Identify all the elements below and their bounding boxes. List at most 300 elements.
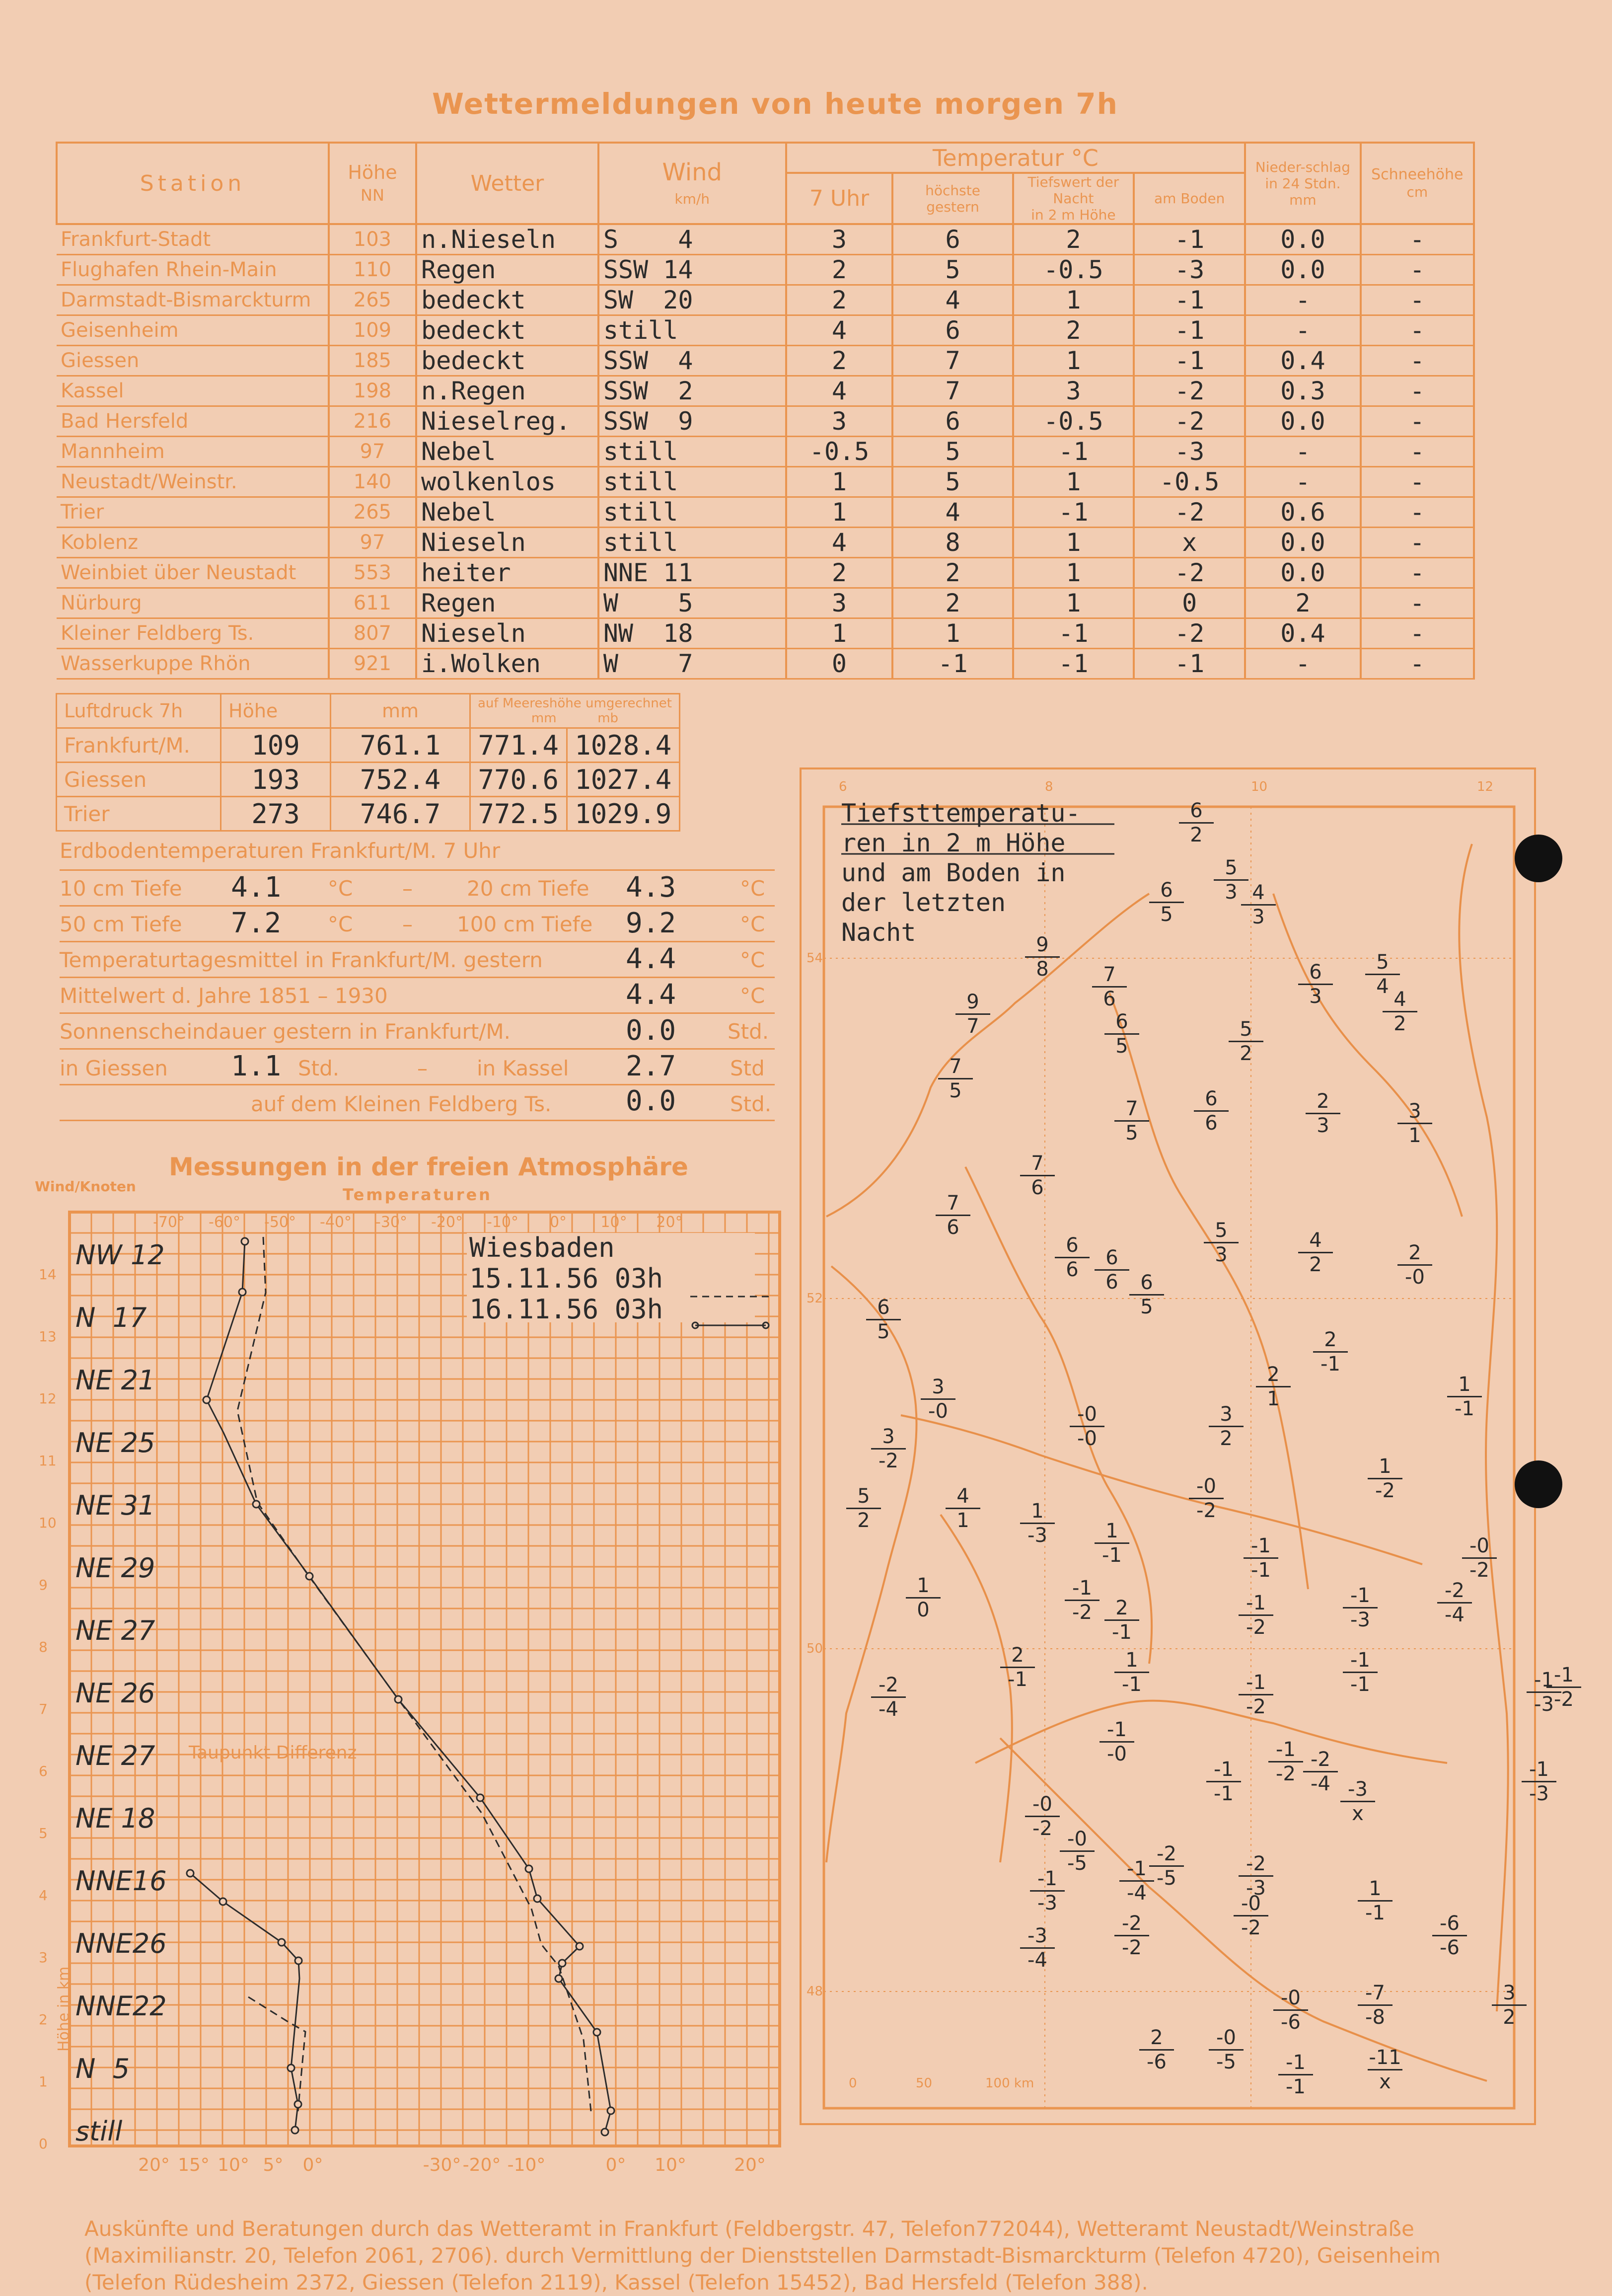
km-tick-label: 9	[39, 1577, 48, 1593]
atmosphere-chart	[35, 1177, 795, 2191]
soil-10-value: 4.1	[231, 871, 282, 904]
luftdruck-row	[57, 797, 680, 831]
station-wind: SSW 14	[598, 255, 786, 285]
station-row	[57, 406, 1474, 437]
fraction-bottom: -1	[1008, 1668, 1027, 1691]
map-fraction	[1139, 2026, 1174, 2073]
map-fraction	[846, 1485, 881, 1532]
giessen-value: 1.1	[231, 1050, 282, 1082]
fraction-bottom: -5	[1067, 1852, 1087, 1875]
fraction-top: 2	[1000, 1644, 1035, 1668]
bottom-tick-label: 10°	[655, 2155, 686, 2175]
map-fraction	[1114, 1097, 1149, 1145]
station-niederschlag: 0.0	[1245, 255, 1360, 285]
header-hoechste: höchste gestern	[892, 173, 1013, 224]
station-niederschlag: 0.3	[1245, 376, 1360, 406]
map-fraction	[1149, 1842, 1184, 1890]
soil-20-label: 20 cm Tiefe	[467, 876, 589, 901]
kassel-value: 2.7	[626, 1050, 676, 1082]
fraction-top: 4	[1383, 988, 1417, 1012]
fraction-bottom: 3	[1215, 1243, 1228, 1266]
map-lat-label: 52	[806, 1291, 823, 1306]
km-tick-label: 1	[39, 2073, 48, 2090]
map-fraction	[1209, 2026, 1244, 2073]
map-lon-label: 8	[1045, 779, 1053, 794]
station-schnee: -	[1361, 437, 1474, 467]
station-temp-7uhr: 4	[786, 376, 893, 406]
profile-point	[220, 1898, 226, 1905]
station-hoehe: 553	[329, 558, 416, 588]
km-tick-label: 13	[39, 1328, 57, 1345]
profile-point	[241, 1238, 248, 1245]
top-tick-label: -10°	[487, 1214, 518, 1231]
top-tick-label: 0°	[549, 1214, 567, 1231]
fraction-top: -2	[1303, 1748, 1338, 1772]
fraction-bottom: -3	[1246, 1877, 1266, 1900]
station-temp-min-2m: 2	[1013, 224, 1134, 255]
map-title-line: Nacht	[841, 918, 916, 947]
station-temp-boden: -3	[1134, 437, 1245, 467]
station-hoehe: 611	[329, 588, 416, 618]
fraction-top: 2	[1104, 1597, 1139, 1621]
fraction-top: -1	[1278, 2051, 1313, 2075]
bottom-tick-label: 20°	[138, 2155, 170, 2175]
station-temp-7uhr: 1	[786, 497, 893, 528]
luftdruck-ort: Frankfurt/M.	[57, 728, 221, 763]
station-wind: NW 18	[598, 618, 786, 649]
km-tick-label: 0	[39, 2136, 48, 2152]
fraction-top: 6	[866, 1296, 901, 1320]
profile-point	[593, 2029, 600, 2036]
temp-mittel-row	[60, 942, 775, 978]
station-temp-7uhr: 3	[786, 406, 893, 437]
map-fraction	[1099, 1718, 1134, 1765]
fraction-top: -2	[1239, 1852, 1273, 1877]
fraction-bottom: 3	[1317, 1114, 1329, 1137]
map-fraction	[1239, 1671, 1273, 1718]
station-temp-min-2m: -1	[1013, 437, 1134, 467]
luftdruck-mm-meer: 772.5	[470, 797, 567, 831]
fraction-bottom: 6	[1205, 1112, 1218, 1135]
fraction-bottom: 2	[1240, 1042, 1252, 1065]
station-temp-boden: -1	[1134, 315, 1245, 346]
station-row	[57, 588, 1474, 618]
station-wetter: Nieseln	[416, 618, 598, 649]
station-temp-min-2m: -1	[1013, 497, 1134, 528]
fraction-top: 1	[1358, 1877, 1392, 1902]
map-fraction	[1119, 1857, 1154, 1905]
fraction-bottom: -5	[1216, 2051, 1236, 2073]
temperaturen-label: Temperaturen	[343, 1185, 492, 1204]
map-fraction	[1358, 1982, 1392, 2029]
map-fraction	[1189, 1475, 1224, 1522]
map-fraction	[946, 1485, 980, 1532]
station-hoehe: 97	[329, 437, 416, 467]
atm-date2: 16.11.56 03h	[469, 1294, 663, 1325]
fraction-top: 5	[1229, 1018, 1263, 1042]
wind-label: NE 18	[75, 1803, 155, 1834]
fraction-top: 3	[871, 1425, 906, 1450]
luftdruck-hoehe: 273	[221, 797, 331, 831]
km-tick-label: 11	[39, 1453, 57, 1469]
fraction-top: 6	[1194, 1087, 1229, 1112]
soil-dash-1: –	[402, 876, 413, 901]
wind-label: NE 31	[75, 1490, 155, 1521]
map-fraction	[1278, 2051, 1313, 2098]
header-hoehe-unit: NN	[361, 186, 384, 205]
map-fraction	[921, 1376, 955, 1423]
fraction-bottom: 3	[1225, 881, 1238, 904]
hoehe-km-label: Höhe in km	[55, 1966, 73, 2052]
station-temp-min-2m: -1	[1013, 618, 1134, 649]
fraction-top: -1	[1206, 1758, 1241, 1782]
station-schnee: -	[1361, 224, 1474, 255]
map-fraction	[1206, 1758, 1241, 1805]
fraction-bottom: -5	[1157, 1867, 1176, 1890]
fraction-top: 5	[846, 1485, 881, 1509]
station-temp-7uhr: 0	[786, 649, 893, 679]
station-wetter: bedeckt	[416, 346, 598, 376]
fraction-top: 6	[1055, 1234, 1090, 1258]
map-fraction	[1025, 933, 1060, 981]
map-fraction	[1092, 963, 1127, 1010]
station-row	[57, 285, 1474, 315]
observations-table	[56, 142, 1475, 680]
fraction-bottom: -1	[1102, 1544, 1122, 1567]
luftdruck-mm-meer: 770.6	[470, 763, 567, 797]
bottom-tick-label: -20°	[462, 2155, 501, 2175]
bottom-tick-label: 0°	[605, 2155, 626, 2175]
station-name: Bad Hersfeld	[57, 406, 329, 437]
fraction-top: 2	[1256, 1363, 1291, 1387]
luftdruck-mm-meer: 771.4	[470, 728, 567, 763]
map-fraction	[1000, 1644, 1035, 1691]
km-tick-label: 14	[39, 1266, 57, 1283]
soil-20-value: 4.3	[626, 871, 676, 904]
soil-degc-5: °C	[740, 948, 765, 972]
station-hoehe: 109	[329, 315, 416, 346]
station-temp-max: 2	[892, 588, 1013, 618]
station-temp-min-2m: 3	[1013, 376, 1134, 406]
fraction-top: 4	[946, 1485, 980, 1509]
station-wind: still	[598, 437, 786, 467]
station-schnee: -	[1361, 649, 1474, 679]
km-tick-label: 10	[39, 1515, 57, 1531]
station-name: Trier	[57, 497, 329, 528]
map-fraction	[1129, 1271, 1164, 1318]
giessen-unit: Std.	[298, 1056, 340, 1080]
map-fraction	[1065, 1577, 1099, 1624]
station-temp-max: -1	[892, 649, 1013, 679]
top-tick-label: -40°	[320, 1214, 352, 1231]
fraction-bottom: -2	[879, 1450, 898, 1472]
fraction-bottom: -1	[1320, 1353, 1340, 1376]
map-fraction	[1368, 1455, 1402, 1502]
map-fraction	[1104, 1597, 1139, 1644]
fraction-bottom: x	[1379, 2070, 1391, 2093]
windknoten-label: Wind/Knoten	[35, 1178, 136, 1195]
map-fraction	[1194, 1087, 1229, 1135]
station-niederschlag: 0.0	[1245, 224, 1360, 255]
station-wind: still	[598, 497, 786, 528]
profile-point	[601, 2129, 608, 2136]
soil-degc-2: °C	[740, 876, 765, 901]
soil-title-row	[60, 835, 775, 871]
map-fraction	[1492, 1982, 1527, 2029]
fraction-top: 1	[906, 1574, 941, 1599]
map-fraction	[1340, 1778, 1375, 1825]
luftdruck-mb: 1029.9	[567, 797, 679, 831]
station-temp-max: 5	[892, 467, 1013, 497]
fraction-top: 5	[1214, 856, 1248, 881]
station-temp-7uhr: -0.5	[786, 437, 893, 467]
sonnenschein-label: Sonnenscheindauer gestern in Frankfurt/M.	[60, 1019, 511, 1044]
wind-label: NE 27	[75, 1740, 155, 1771]
fraction-bottom: 5	[1125, 1122, 1138, 1145]
profile-point	[295, 1957, 302, 1964]
top-tick-label: -30°	[375, 1214, 407, 1231]
station-niederschlag: 0.4	[1245, 346, 1360, 376]
profile-point	[203, 1396, 210, 1403]
map-fraction	[1020, 1924, 1055, 1972]
station-temp-max: 7	[892, 346, 1013, 376]
fraction-bottom: 8	[1036, 958, 1049, 981]
station-wetter: bedeckt	[416, 285, 598, 315]
temp-mittel-value: 4.4	[626, 943, 676, 975]
map-fraction	[1204, 1219, 1239, 1266]
fraction-top: -0	[1462, 1534, 1497, 1559]
fraction-bottom: -6	[1440, 1936, 1460, 1959]
station-name: Geisenheim	[57, 315, 329, 346]
station-schnee: -	[1361, 376, 1474, 406]
map-title-line: ren in 2 m Höhe	[841, 829, 1066, 857]
station-wetter: Nebel	[416, 437, 598, 467]
soil-50-value: 7.2	[231, 907, 282, 939]
map-fraction	[955, 991, 990, 1038]
station-wetter: wolkenlos	[416, 467, 598, 497]
fraction-bottom: -6	[1281, 2011, 1301, 2034]
station-row	[57, 437, 1474, 467]
fraction-top: -0	[1070, 1403, 1104, 1427]
header-wind	[598, 143, 786, 224]
top-tick-label: -50°	[264, 1214, 296, 1231]
station-temp-7uhr: 3	[786, 588, 893, 618]
fraction-top: 3	[1209, 1403, 1244, 1427]
map-fraction	[1313, 1328, 1348, 1376]
map-fraction	[1234, 1892, 1268, 1939]
fraction-bottom: 5	[1160, 903, 1173, 926]
station-temp-boden: -2	[1134, 497, 1245, 528]
station-row	[57, 315, 1474, 346]
luftdruck-table	[56, 693, 680, 832]
fraction-top: 7	[1020, 1152, 1055, 1176]
map-fraction	[1522, 1758, 1556, 1805]
fraction-bottom: -1	[1365, 1902, 1385, 1924]
fraction-top: 6	[1104, 1010, 1139, 1035]
taupunkt-text: Taupunkt Differenz	[189, 1743, 357, 1763]
station-name: Wasserkuppe Rhön	[57, 649, 329, 679]
station-temp-max: 6	[892, 406, 1013, 437]
map-fraction	[871, 1425, 906, 1472]
soil-degc-4: °C	[740, 912, 765, 936]
fraction-bottom: -2	[1072, 1601, 1092, 1624]
station-schnee: -	[1361, 528, 1474, 558]
map-fraction	[1095, 1520, 1129, 1567]
fraction-bottom: -0	[1107, 1743, 1127, 1765]
station-temp-max: 6	[892, 315, 1013, 346]
station-temp-min-2m: 1	[1013, 346, 1134, 376]
profile-dashed-1	[237, 1237, 591, 2111]
fraction-top: -2	[871, 1674, 906, 1698]
map-lon-label: 10	[1251, 779, 1268, 794]
map-lat-label: 48	[806, 1984, 823, 1999]
map-fraction	[1397, 1100, 1432, 1147]
map-scale-label: 100 km	[985, 2076, 1034, 2091]
station-wetter: Nieselreg.	[416, 406, 598, 437]
station-niederschlag: 0.0	[1245, 558, 1360, 588]
map-fraction	[1104, 1010, 1139, 1058]
station-temp-max: 1	[892, 618, 1013, 649]
fraction-top: 1	[1447, 1373, 1482, 1397]
fraction-bottom: 5	[1115, 1035, 1128, 1058]
taupunkt-label-1	[188, 1743, 357, 1763]
fraction-top: 7	[936, 1192, 970, 1216]
station-temp-max: 4	[892, 285, 1013, 315]
fraction-bottom: -1	[1350, 1673, 1370, 1696]
map-fraction	[1070, 1403, 1104, 1450]
mittelwert-row	[60, 978, 775, 1014]
soil-dash-3: –	[417, 1056, 428, 1080]
soil-degc-6: °C	[740, 984, 765, 1008]
bottom-tick-label: 20°	[734, 2155, 766, 2175]
station-niederschlag: -	[1245, 437, 1360, 467]
fraction-bottom: -2	[1375, 1479, 1395, 1502]
map-fraction	[1447, 1373, 1482, 1420]
soil-10-label: 10 cm Tiefe	[60, 876, 182, 901]
station-temp-boden: -2	[1134, 376, 1245, 406]
fraction-bottom: -4	[1311, 1772, 1330, 1795]
station-temp-boden: x	[1134, 528, 1245, 558]
fraction-top: -1	[1546, 1664, 1581, 1688]
luftdruck-mm2-header: mm	[531, 711, 557, 726]
station-niederschlag: 0.0	[1245, 528, 1360, 558]
fraction-top: 3	[1397, 1100, 1432, 1124]
fraction-top: -0	[1273, 1987, 1308, 2011]
fraction-top: 6	[1095, 1246, 1129, 1271]
fraction-top: -1	[1099, 1718, 1134, 1743]
station-wetter: n.Nieseln	[416, 224, 598, 255]
fraction-top: -2	[1149, 1842, 1184, 1867]
sonnenschein-row	[60, 1013, 775, 1050]
station-hoehe: 97	[329, 528, 416, 558]
fraction-bottom: -4	[879, 1698, 898, 1721]
fraction-bottom: 2	[1220, 1427, 1233, 1450]
station-temp-min-2m: 1	[1013, 528, 1134, 558]
station-niederschlag: 0.0	[1245, 406, 1360, 437]
map-fraction	[1343, 1584, 1378, 1631]
station-temp-max: 5	[892, 437, 1013, 467]
map-fraction	[1020, 1500, 1055, 1547]
map-fraction	[936, 1192, 970, 1239]
station-temp-max: 2	[892, 558, 1013, 588]
station-schnee: -	[1361, 497, 1474, 528]
fraction-bottom: 5	[1140, 1296, 1153, 1318]
profile-point	[534, 1895, 541, 1902]
map-fraction	[1030, 1867, 1065, 1914]
station-schnee: -	[1361, 467, 1474, 497]
station-name: Neustadt/Weinstr.	[57, 467, 329, 497]
fraction-top: -6	[1432, 1912, 1467, 1936]
header-wind-unit: km/h	[674, 191, 710, 207]
km-tick-label: 7	[39, 1701, 48, 1717]
luftdruck-label: Luftdruck 7h	[57, 694, 221, 728]
map-title-line: Tiefsttemperatu-	[841, 799, 1081, 828]
station-temp-7uhr: 3	[786, 224, 893, 255]
map-drawing	[802, 769, 1534, 2123]
profile-point	[607, 2107, 614, 2114]
station-schnee: -	[1361, 315, 1474, 346]
station-row	[57, 255, 1474, 285]
station-niederschlag: -	[1245, 467, 1360, 497]
fraction-top: -7	[1358, 1982, 1392, 2006]
map-fraction	[1229, 1018, 1263, 1065]
fraction-top: -11	[1368, 2046, 1402, 2070]
map-fraction	[1273, 1987, 1308, 2034]
fraction-top: -1	[1522, 1758, 1556, 1782]
fraction-bottom: -4	[1127, 1882, 1147, 1905]
map-fraction	[1343, 1649, 1378, 1696]
luftdruck-mb: 1027.4	[567, 763, 679, 797]
fraction-bottom: 2	[857, 1509, 870, 1532]
soil-degc-1: °C	[328, 876, 353, 901]
profile-point	[477, 1794, 484, 1801]
map-fraction	[1303, 1748, 1338, 1795]
wind-label: NE 25	[75, 1427, 155, 1458]
fraction-top: -0	[1209, 2026, 1244, 2051]
fraction-bottom: 6	[1105, 1271, 1118, 1294]
station-wind: SSW 2	[598, 376, 786, 406]
footer-note: Auskünfte und Beratungen durch das Wetteramt in Frankfurt (Feldbergstr. 47, Telefon772044), Wetteramt Neustadt/Weinstraße (Maximilianstr. 20, Telefon 2061, 2706). durch Vermittlung der Dienststellen Darmstadt-Bismarckturm (Telefon 4720), Geisenheim (Telefon Rüdesheim 2372, Giessen (Telefon 2119), Kassel (Telefon 15452), Bad Hersfeld (Telefon 388).	[84, 2217, 1441, 2295]
fraction-bottom: 6	[947, 1216, 959, 1239]
km-tick-label: 3	[39, 1949, 48, 1966]
station-wind: still	[598, 528, 786, 558]
map-fraction	[1179, 799, 1214, 846]
fraction-bottom: -2	[1122, 1936, 1142, 1959]
fraction-bottom: -1	[1251, 1559, 1271, 1582]
fraction-bottom: 2	[1393, 1012, 1406, 1035]
atmosphere-title: Messungen in der freien Atmosphäre	[169, 1152, 688, 1181]
station-hoehe: 103	[329, 224, 416, 255]
fraction-bottom: 6	[1031, 1176, 1044, 1199]
feldberg-label: auf dem Kleinen Feldberg Ts.	[251, 1092, 552, 1116]
fraction-top: 1	[1114, 1649, 1149, 1673]
temp-mittel-label: Temperaturtagesmittel in Frankfurt/M. gestern	[60, 948, 543, 972]
giessen-kassel-row	[60, 1049, 775, 1085]
station-hoehe: 110	[329, 255, 416, 285]
km-tick-label: 2	[39, 2011, 48, 2028]
fraction-top: 2	[1397, 1241, 1432, 1266]
fraction-bottom: -8	[1365, 2006, 1385, 2029]
fraction-bottom: -1	[1455, 1397, 1474, 1420]
top-tick-label: -60°	[209, 1214, 240, 1231]
map-fraction	[1298, 1229, 1333, 1276]
fraction-bottom: 1	[1408, 1124, 1421, 1147]
station-schnee: -	[1361, 406, 1474, 437]
km-tick-label: 8	[39, 1639, 48, 1655]
luftdruck-hoehe: 193	[221, 763, 331, 797]
giessen-label: in Giessen	[60, 1056, 168, 1080]
map-fraction	[866, 1296, 901, 1343]
